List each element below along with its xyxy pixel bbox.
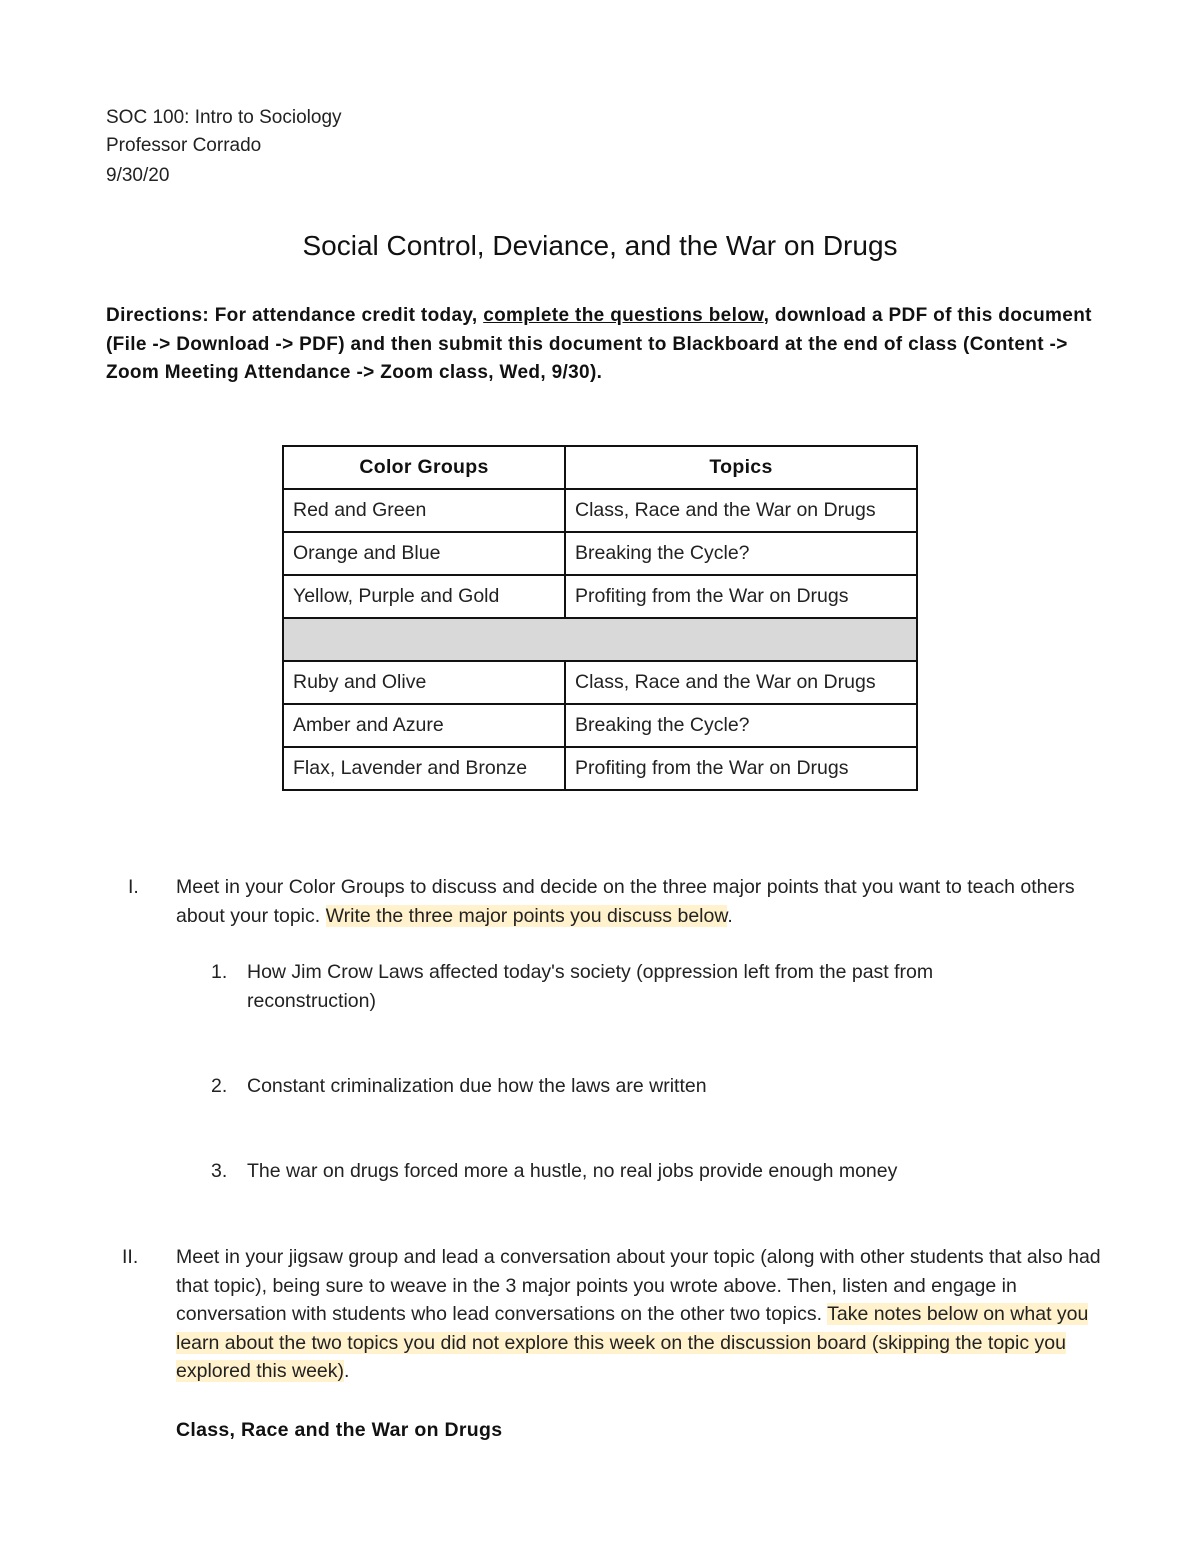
topic-subheading: Class, Race and the War on Drugs — [176, 1419, 503, 1441]
separator-cell — [283, 618, 917, 661]
table-row — [283, 532, 917, 575]
topic-cell: Profiting from the War on Drugs — [565, 575, 917, 618]
table-separator-row — [283, 618, 917, 661]
section-1-highlight: Write the three major points you discuss below — [325, 904, 728, 927]
section-1-end: . — [727, 904, 733, 927]
column-header-topics: Topics — [565, 446, 917, 489]
point-text: Constant criminalization due how the laws are written — [247, 1075, 707, 1097]
point-text: How Jim Crow Laws affected today's society (oppression left from the past from reconstruction) — [247, 961, 934, 1012]
table-header-row — [283, 446, 917, 489]
topic-cell: Class, Race and the War on Drugs — [565, 661, 917, 704]
color-groups-table — [282, 445, 918, 791]
section-1-paragraph — [176, 873, 1106, 930]
topic-cell: Breaking the Cycle? — [565, 704, 917, 747]
topic-cell: Profiting from the War on Drugs — [565, 747, 917, 790]
course-name: SOC 100: Intro to Sociology — [106, 107, 342, 128]
table-row — [283, 704, 917, 747]
table-row — [283, 747, 917, 790]
directions-lead: Directions: For attendance credit today, — [106, 305, 484, 326]
section-2-text: Meet in your jigsaw group and lead a conversation about your topic (along with other students that also had that topic), being sure to weave in the 3 major points you wrote above. Then, listen and engage in conversation with students who lead conversations on the other two topics. — [176, 1246, 1101, 1325]
section-2-highlight: Take notes below on what you learn about the two topics you did not explore this week on the discussion board (skipping the topic you explored this week) — [176, 1303, 1089, 1382]
document-title: Social Control, Deviance, and the War on Drugs — [302, 230, 898, 261]
table-row — [283, 489, 917, 532]
document-date: 9/30/20 — [106, 165, 170, 186]
point-text: The war on drugs forced more a hustle, no real jobs provide enough money — [247, 1160, 898, 1182]
section-numeral-1: I. — [128, 876, 139, 898]
color-group-cell: Flax, Lavender and Bronze — [283, 747, 565, 790]
topic-cell: Class, Race and the War on Drugs — [565, 489, 917, 532]
section-2-paragraph — [176, 1243, 1106, 1386]
directions-underlined: complete the questions below — [483, 305, 764, 326]
point-number: 2. — [211, 1075, 228, 1097]
color-group-cell: Orange and Blue — [283, 532, 565, 575]
section-2-end: . — [344, 1360, 350, 1382]
section-numeral-2: II. — [122, 1246, 139, 1268]
column-header-color-groups: Color Groups — [283, 446, 565, 489]
color-group-cell: Amber and Azure — [283, 704, 565, 747]
professor-name: Professor Corrado — [106, 135, 262, 156]
color-group-cell: Yellow, Purple and Gold — [283, 575, 565, 618]
directions-paragraph — [106, 302, 1106, 388]
table-row — [283, 661, 917, 704]
point-number: 1. — [211, 961, 228, 983]
color-group-cell: Ruby and Olive — [283, 661, 565, 704]
topic-cell: Breaking the Cycle? — [565, 532, 917, 575]
point-number: 3. — [211, 1160, 228, 1182]
color-group-cell: Red and Green — [283, 489, 565, 532]
directions-rest: , download a PDF of this document (File -> Download -> PDF) and then submit this document to Blackboard at the end of class (Content -> Zoom Meeting Attendance -> Zoom class, Wed, 9/30). — [106, 305, 1092, 383]
table-row — [283, 575, 917, 618]
section-1-text: Meet in your Color Groups to discuss and decide on the three major points that you want to teach others about your topic. — [176, 876, 1075, 927]
